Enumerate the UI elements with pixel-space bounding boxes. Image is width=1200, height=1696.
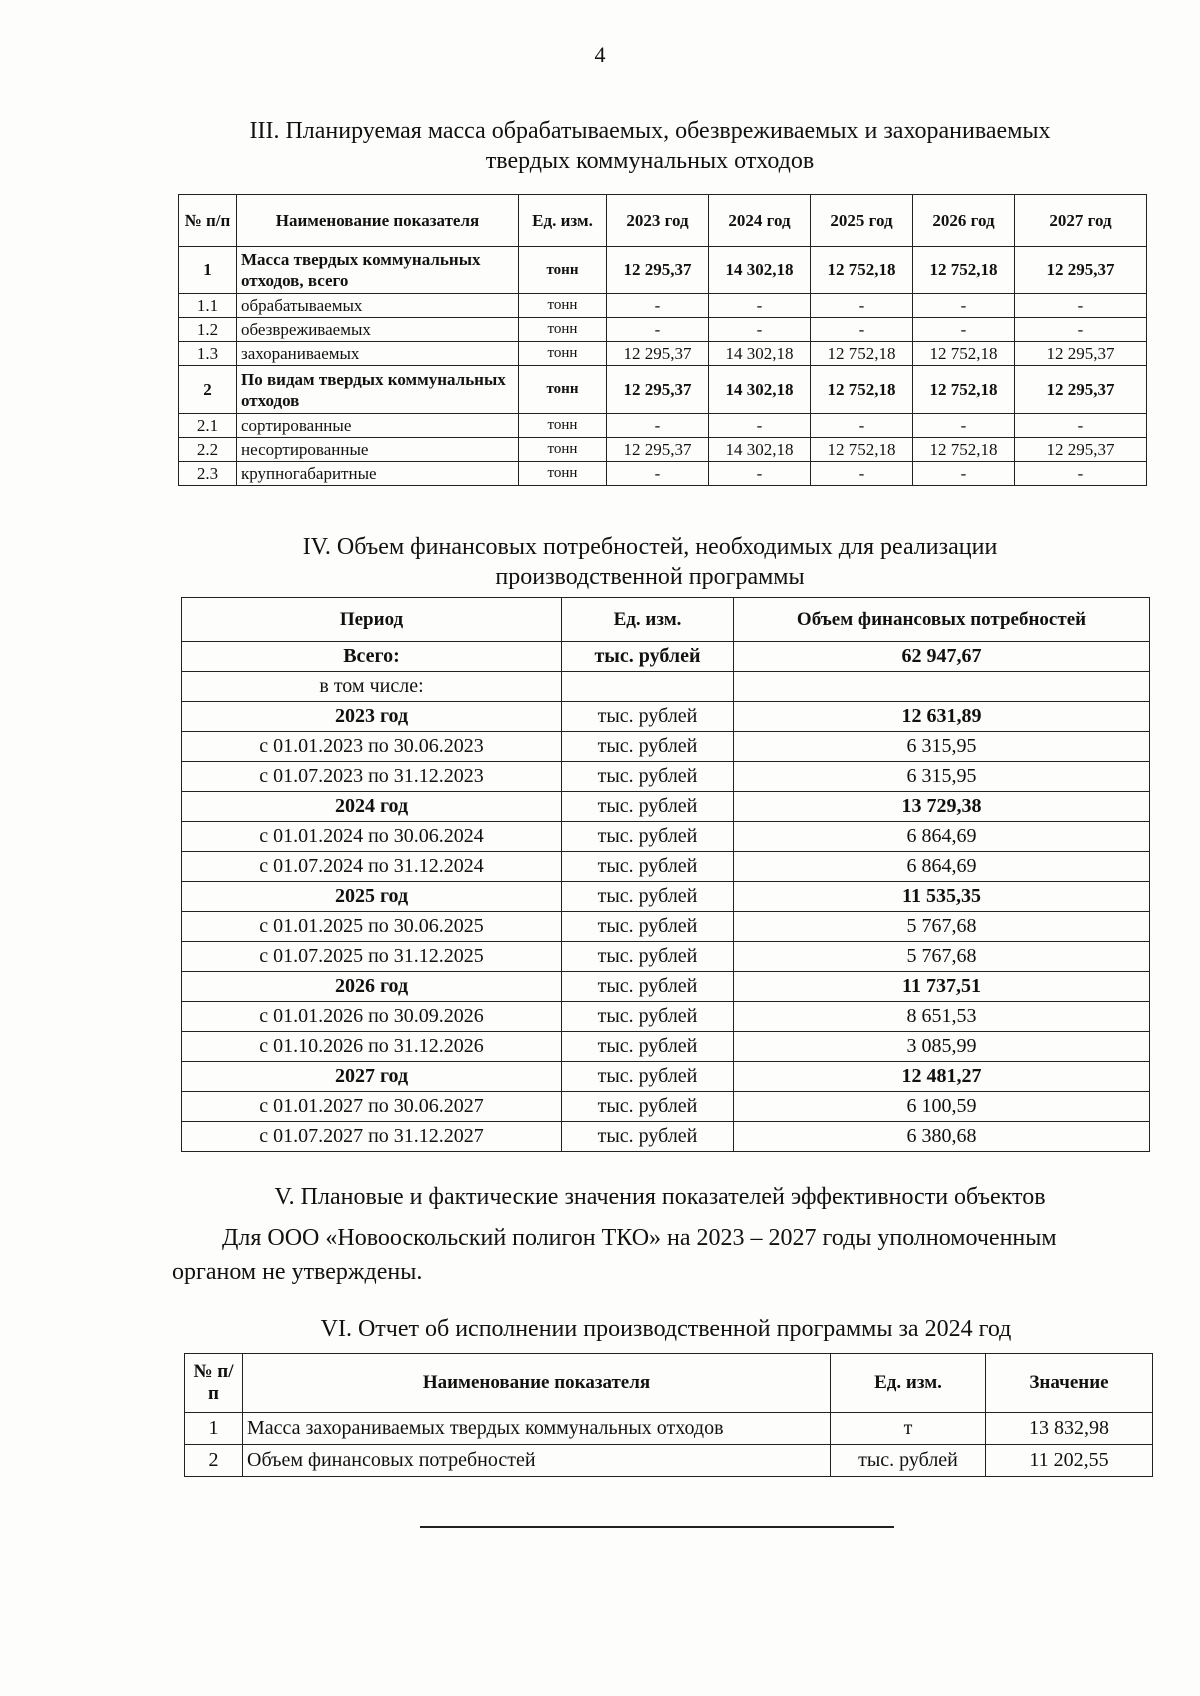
row-value: 12 752,18 xyxy=(913,366,1015,414)
row-value: - xyxy=(913,294,1015,318)
row-unit: тонн xyxy=(519,366,607,414)
row-period: с 01.07.2025 по 31.12.2025 xyxy=(182,942,562,972)
row-value: 14 302,18 xyxy=(709,438,811,462)
section6-title: VI. Отчет об исполнении производственной программы за 2024 год xyxy=(320,1316,1012,1342)
row-unit: тыс. рублей xyxy=(562,702,734,732)
year-row xyxy=(182,1062,1150,1092)
row-unit: тыс. рублей xyxy=(562,972,734,1002)
table-row xyxy=(179,414,1147,438)
row-unit: тыс. рублей xyxy=(562,1062,734,1092)
row-value: - xyxy=(607,414,709,438)
col-header-amount: Объем финансовых потребностей xyxy=(734,598,1150,642)
table-row xyxy=(179,438,1147,462)
table-row xyxy=(179,247,1147,294)
row-value: - xyxy=(607,462,709,486)
row-num: 2.3 xyxy=(179,462,237,486)
row-unit: тонн xyxy=(519,247,607,294)
row-value: 12 752,18 xyxy=(811,366,913,414)
row-unit: тыс. рублей xyxy=(562,732,734,762)
page-number: 4 xyxy=(594,42,606,67)
row-unit: тыс. рублей xyxy=(562,852,734,882)
row-period: с 01.01.2026 по 30.09.2026 xyxy=(182,1002,562,1032)
row-value: - xyxy=(709,414,811,438)
row-value: 12 752,18 xyxy=(811,342,913,366)
row-period: 2025 год xyxy=(182,882,562,912)
row-value: - xyxy=(709,318,811,342)
row-name: несортированные xyxy=(237,438,519,462)
row-unit: тыс. рублей xyxy=(562,912,734,942)
table-row xyxy=(182,762,1150,792)
row-num: 1.3 xyxy=(179,342,237,366)
col-header-unit: Ед. изм. xyxy=(562,598,734,642)
row-unit: тыс. рублей xyxy=(562,792,734,822)
row-amount: 11 737,51 xyxy=(734,972,1150,1002)
row-name: обезвреживаемых xyxy=(237,318,519,342)
table-row xyxy=(179,318,1147,342)
row-period: 2023 год xyxy=(182,702,562,732)
row-value: - xyxy=(811,318,913,342)
row-value: - xyxy=(1015,318,1147,342)
row-unit: тыс. рублей xyxy=(562,642,734,672)
table-row xyxy=(179,342,1147,366)
row-value: - xyxy=(1015,294,1147,318)
total-row xyxy=(182,642,1150,672)
row-value: 12 295,37 xyxy=(607,342,709,366)
row-name: Масса захораниваемых твердых коммунальных отходов xyxy=(243,1413,831,1445)
row-value: - xyxy=(913,462,1015,486)
row-name: обрабатываемых xyxy=(237,294,519,318)
row-unit: тонн xyxy=(519,462,607,486)
row-amount: 6 315,95 xyxy=(734,732,1150,762)
row-value: 12 752,18 xyxy=(913,342,1015,366)
row-amount: 6 315,95 xyxy=(734,762,1150,792)
row-num: 1.1 xyxy=(179,294,237,318)
row-period: с 01.01.2024 по 30.06.2024 xyxy=(182,822,562,852)
row-num: 1 xyxy=(185,1413,243,1445)
table-header-row xyxy=(179,195,1147,247)
row-unit: тыс. рублей xyxy=(562,1032,734,1062)
row-value: 12 295,37 xyxy=(607,247,709,294)
row-unit: тыс. рублей xyxy=(562,882,734,912)
row-value: - xyxy=(811,294,913,318)
closing-rule xyxy=(420,1526,894,1528)
year-row xyxy=(182,702,1150,732)
row-amount: 6 380,68 xyxy=(734,1122,1150,1152)
col-header-year: 2023 год xyxy=(607,195,709,247)
col-header-year: 2025 год xyxy=(811,195,913,247)
row-value: 12 295,37 xyxy=(1015,366,1147,414)
row-value: - xyxy=(1015,414,1147,438)
row-unit: т xyxy=(831,1413,986,1445)
section4-title xyxy=(0,532,1200,592)
row-amount: 5 767,68 xyxy=(734,912,1150,942)
table-row xyxy=(182,942,1150,972)
waste-mass-table xyxy=(178,194,1147,486)
row-num: 2 xyxy=(185,1445,243,1477)
row-name: захораниваемых xyxy=(237,342,519,366)
table-header-row xyxy=(185,1354,1153,1413)
row-value: 12 295,37 xyxy=(607,438,709,462)
table-row xyxy=(182,1092,1150,1122)
row-value: - xyxy=(913,414,1015,438)
row-value: - xyxy=(811,462,913,486)
row-unit: тонн xyxy=(519,318,607,342)
table-row xyxy=(179,462,1147,486)
section5-paragraph xyxy=(172,1221,1152,1289)
col-header-name: Наименование показателя xyxy=(243,1354,831,1413)
row-value: 11 202,55 xyxy=(986,1445,1153,1477)
row-amount: 13 729,38 xyxy=(734,792,1150,822)
row-amount: 6 864,69 xyxy=(734,852,1150,882)
including-row xyxy=(182,672,1150,702)
col-header-unit: Ед. изм. xyxy=(519,195,607,247)
empty-cell xyxy=(734,672,1150,702)
row-value: 12 752,18 xyxy=(913,438,1015,462)
row-value: 14 302,18 xyxy=(709,366,811,414)
row-name: Масса твердых коммунальных отходов, всего xyxy=(237,247,519,294)
row-value: 14 302,18 xyxy=(709,247,811,294)
row-period: с 01.01.2023 по 30.06.2023 xyxy=(182,732,562,762)
col-header-name: Наименование показателя xyxy=(237,195,519,247)
row-period: с 01.07.2024 по 31.12.2024 xyxy=(182,852,562,882)
row-unit: тыс. рублей xyxy=(831,1445,986,1477)
section3-title-line1: III. Планируемая масса обрабатываемых, обезвреживаемых и захораниваемых xyxy=(249,118,1051,144)
row-unit: тонн xyxy=(519,294,607,318)
year-row xyxy=(182,792,1150,822)
col-header-unit: Ед. изм. xyxy=(831,1354,986,1413)
row-value: - xyxy=(607,318,709,342)
row-unit: тонн xyxy=(519,438,607,462)
empty-cell xyxy=(562,672,734,702)
row-amount: 3 085,99 xyxy=(734,1032,1150,1062)
col-header-period: Период xyxy=(182,598,562,642)
row-value: 12 752,18 xyxy=(913,247,1015,294)
table-row xyxy=(182,732,1150,762)
including-label: в том числе: xyxy=(182,672,562,702)
row-amount: 12 481,27 xyxy=(734,1062,1150,1092)
row-amount: 5 767,68 xyxy=(734,942,1150,972)
row-unit: тыс. рублей xyxy=(562,942,734,972)
table-row xyxy=(182,1122,1150,1152)
row-unit: тыс. рублей xyxy=(562,1092,734,1122)
row-value: 12 295,37 xyxy=(1015,247,1147,294)
row-value: - xyxy=(1015,462,1147,486)
col-header-num: № п/п xyxy=(179,195,237,247)
row-name: По видам твердых коммунальных отходов xyxy=(237,366,519,414)
row-amount: 12 631,89 xyxy=(734,702,1150,732)
table-row xyxy=(182,1002,1150,1032)
financial-needs-table xyxy=(181,597,1150,1152)
row-num: 2 xyxy=(179,366,237,414)
row-amount: 8 651,53 xyxy=(734,1002,1150,1032)
row-value: 12 295,37 xyxy=(1015,438,1147,462)
row-amount: 62 947,67 xyxy=(734,642,1150,672)
row-value: 13 832,98 xyxy=(986,1413,1153,1445)
row-value: - xyxy=(913,318,1015,342)
table-row xyxy=(179,366,1147,414)
program-report-table xyxy=(184,1353,1153,1477)
row-value: 12 295,37 xyxy=(607,366,709,414)
row-value: 12 295,37 xyxy=(1015,342,1147,366)
col-header-num: № п/п xyxy=(185,1354,243,1413)
row-value: 12 752,18 xyxy=(811,438,913,462)
col-header-year: 2024 год xyxy=(709,195,811,247)
row-period: Всего: xyxy=(182,642,562,672)
table-row xyxy=(182,852,1150,882)
section3-title xyxy=(0,116,1200,176)
row-num: 1.2 xyxy=(179,318,237,342)
row-unit: тыс. рублей xyxy=(562,762,734,792)
table-row xyxy=(182,822,1150,852)
row-num: 1 xyxy=(179,247,237,294)
row-value: - xyxy=(709,294,811,318)
row-unit: тыс. рублей xyxy=(562,1122,734,1152)
row-name: Объем финансовых потребностей xyxy=(243,1445,831,1477)
row-value: - xyxy=(811,414,913,438)
row-unit: тыс. рублей xyxy=(562,1002,734,1032)
table-row xyxy=(182,1032,1150,1062)
row-unit: тонн xyxy=(519,414,607,438)
row-value: 12 752,18 xyxy=(811,247,913,294)
section3-title-line2: твердых коммунальных отходов xyxy=(485,148,815,174)
row-name: крупногабаритные xyxy=(237,462,519,486)
row-period: с 01.10.2026 по 31.12.2026 xyxy=(182,1032,562,1062)
table-row xyxy=(185,1413,1153,1445)
row-value: 14 302,18 xyxy=(709,342,811,366)
table-row xyxy=(185,1445,1153,1477)
section4-title-line2: производственной программы xyxy=(495,564,805,590)
row-period: 2024 год xyxy=(182,792,562,822)
section4-title-line1: IV. Объем финансовых потребностей, необходимых для реализации xyxy=(302,534,998,560)
row-unit: тонн xyxy=(519,342,607,366)
row-period: с 01.07.2023 по 31.12.2023 xyxy=(182,762,562,792)
col-header-year: 2026 год xyxy=(913,195,1015,247)
row-period: 2027 год xyxy=(182,1062,562,1092)
row-period: с 01.01.2025 по 30.06.2025 xyxy=(182,912,562,942)
col-header-value: Значение xyxy=(986,1354,1153,1413)
year-row xyxy=(182,882,1150,912)
row-num: 2.2 xyxy=(179,438,237,462)
row-unit: тыс. рублей xyxy=(562,822,734,852)
table-row xyxy=(182,912,1150,942)
row-amount: 6 100,59 xyxy=(734,1092,1150,1122)
row-num: 2.1 xyxy=(179,414,237,438)
row-value: - xyxy=(709,462,811,486)
table-header-row xyxy=(182,598,1150,642)
section5-para-line1: Для ООО «Новооскольский полигон ТКО» на 2023 – 2027 годы уполномоченным xyxy=(222,1225,1057,1251)
col-header-year: 2027 год xyxy=(1015,195,1147,247)
section5-para-line2: органом не утверждены. xyxy=(172,1259,423,1285)
row-value: - xyxy=(607,294,709,318)
row-name: сортированные xyxy=(237,414,519,438)
row-period: с 01.07.2027 по 31.12.2027 xyxy=(182,1122,562,1152)
table-row xyxy=(179,294,1147,318)
row-period: с 01.01.2027 по 30.06.2027 xyxy=(182,1092,562,1122)
row-amount: 6 864,69 xyxy=(734,822,1150,852)
section5-title: V. Плановые и фактические значения показателей эффективности объектов xyxy=(274,1184,1046,1210)
year-row xyxy=(182,972,1150,1002)
row-amount: 11 535,35 xyxy=(734,882,1150,912)
row-period: 2026 год xyxy=(182,972,562,1002)
